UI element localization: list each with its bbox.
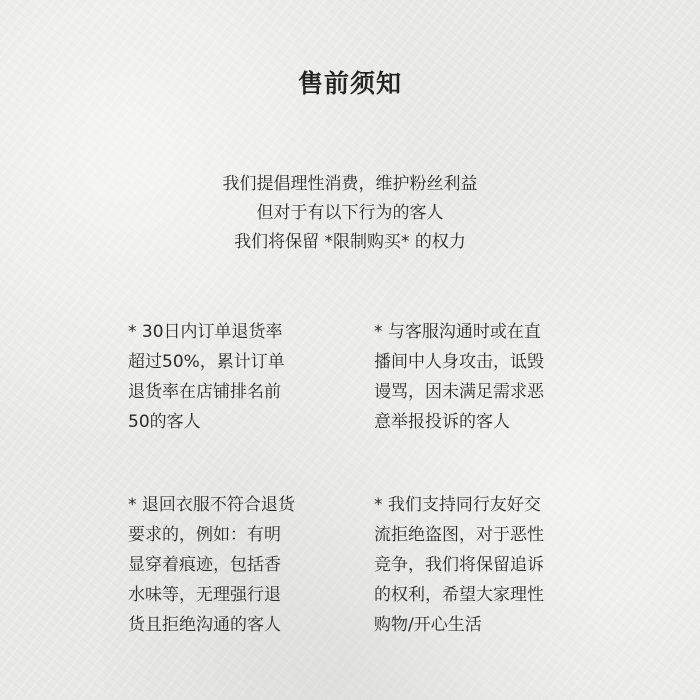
- notice-line: 退货率在店铺排名前: [128, 382, 281, 402]
- page-title: 售前须知: [297, 69, 402, 98]
- intro-statement: [0, 170, 700, 257]
- notice-item-return-rate: [128, 317, 358, 437]
- notice-line: * 与客服沟通时或在直: [374, 322, 541, 342]
- notice-line: 的权利，希望大家理性: [374, 585, 544, 605]
- notice-line: 播间中人身攻击，诋毁: [374, 352, 544, 372]
- notice-item-return-condition: [128, 490, 358, 640]
- notice-line: 购物/开心生活: [374, 615, 482, 635]
- notice-line: 流拒绝盗图，对于恶性: [374, 525, 544, 545]
- notice-line: * 退回衣服不符合退货: [128, 495, 295, 515]
- notice-line: 意举报投诉的客人: [374, 412, 510, 432]
- notice-line: 谩骂，因未满足需求恶: [374, 382, 544, 402]
- notice-line: 要求的，例如：有明: [128, 525, 281, 545]
- notice-line: 超过50%，累计订单: [128, 352, 285, 372]
- intro-line: 我们将保留 *限制购买* 的权力: [234, 232, 466, 252]
- notice-line: 竞争，我们将保留追诉: [374, 555, 544, 575]
- notice-line: 50的客人: [128, 412, 201, 432]
- intro-line: 但对于有以下行为的客人: [256, 203, 444, 223]
- notice-line: * 我们支持同行友好交: [374, 495, 541, 515]
- notice-line: * 30日内订单退货率: [128, 322, 283, 342]
- notice-line: 货且拒绝沟通的客人: [128, 615, 281, 635]
- notice-line: 水味等，无理强行退: [128, 585, 281, 605]
- notice-item-abuse: [374, 317, 604, 437]
- notice-line: 显穿着痕迹，包括香: [128, 555, 281, 575]
- notice-item-competition: [374, 490, 604, 640]
- intro-line: 我们提倡理性消费，维护粉丝利益: [222, 174, 478, 194]
